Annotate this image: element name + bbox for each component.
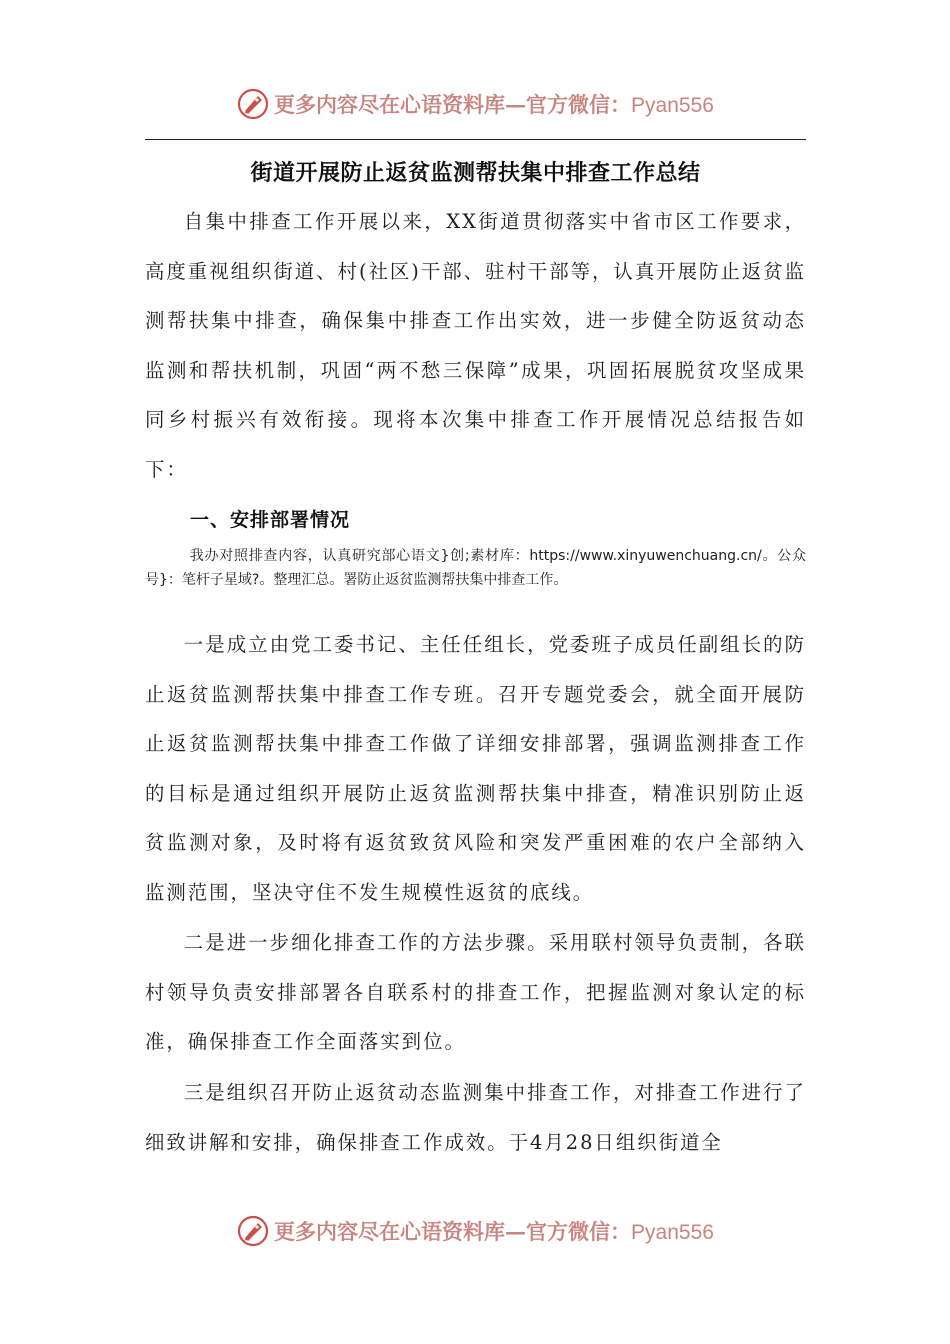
header-banner (0, 82, 950, 126)
banner-wechat-id: Pyan556 (631, 1221, 714, 1244)
header-divider (145, 139, 806, 140)
section-heading: 一、安排部署情况 (190, 509, 351, 531)
intro-paragraph: 自集中排查工作开展以来，XX街道贯彻落实中省市区工作要求，高度重视组织街道、村(社区)干部、驻村干部等，认真开展防止返贫监测帮扶集中排查，确保集中排查工作出实效，进一步健全防返贫动态监测和帮扶机制，巩固“两不愁三保障”成果，巩固拓展脱贫攻坚成果同乡村振兴有效衔接。现将本次集中排查工作开展情况总结报告如下： (145, 210, 806, 481)
banner-text: 更多内容尽在心语资料库—官方微信： (274, 1219, 632, 1244)
paragraph-three: 三是组织召开防止返贫动态监测集中排查工作，对排查工作进行了细致讲解和安排，确保排查工作成效。于4月28日组织街道全 (145, 1081, 806, 1154)
document-title: 街道开展防止返贫监测帮扶集中排查工作总结 (250, 161, 701, 186)
footer-banner (0, 1209, 950, 1253)
pen-nib-logo-icon (236, 1214, 270, 1248)
banner-wechat-id: Pyan556 (631, 94, 714, 117)
paragraph-one: 一是成立由党工委书记、主任任组长，党委班子成员任副组长的防止返贫监测帮扶集中排查工作专班。召开专题党委会，就全面开展防止返贫监测帮扶集中排查工作做了详细安排部署，强调监测排查工作的目标是通过组织开展防止返贫监测帮扶集中排查，精准识别防止返贫监测对象，及时将有返贫致贫风险和突发严重困难的农户全部纳入监测范围，坚决守住不发生规模性返贫的底线。 (145, 633, 806, 904)
section-note: 我办对照排查内容，认真研究部心语文}创;素材库：https://www.xinyuwenchuang.cn/。公众号}：笔杆子星域?。整理汇总。署防止返贫监测帮扶集中排查工作。 (145, 548, 806, 588)
paragraph-two: 二是进一步细化排查工作的方法步骤。采用联村领导负责制，各联村领导负责安排部署各自联系村的排查工作，把握监测对象认定的标准，确保排查工作全面落实到位。 (145, 931, 806, 1054)
banner-text: 更多内容尽在心语资料库—官方微信： (274, 92, 632, 117)
pen-nib-logo-icon (236, 87, 270, 121)
